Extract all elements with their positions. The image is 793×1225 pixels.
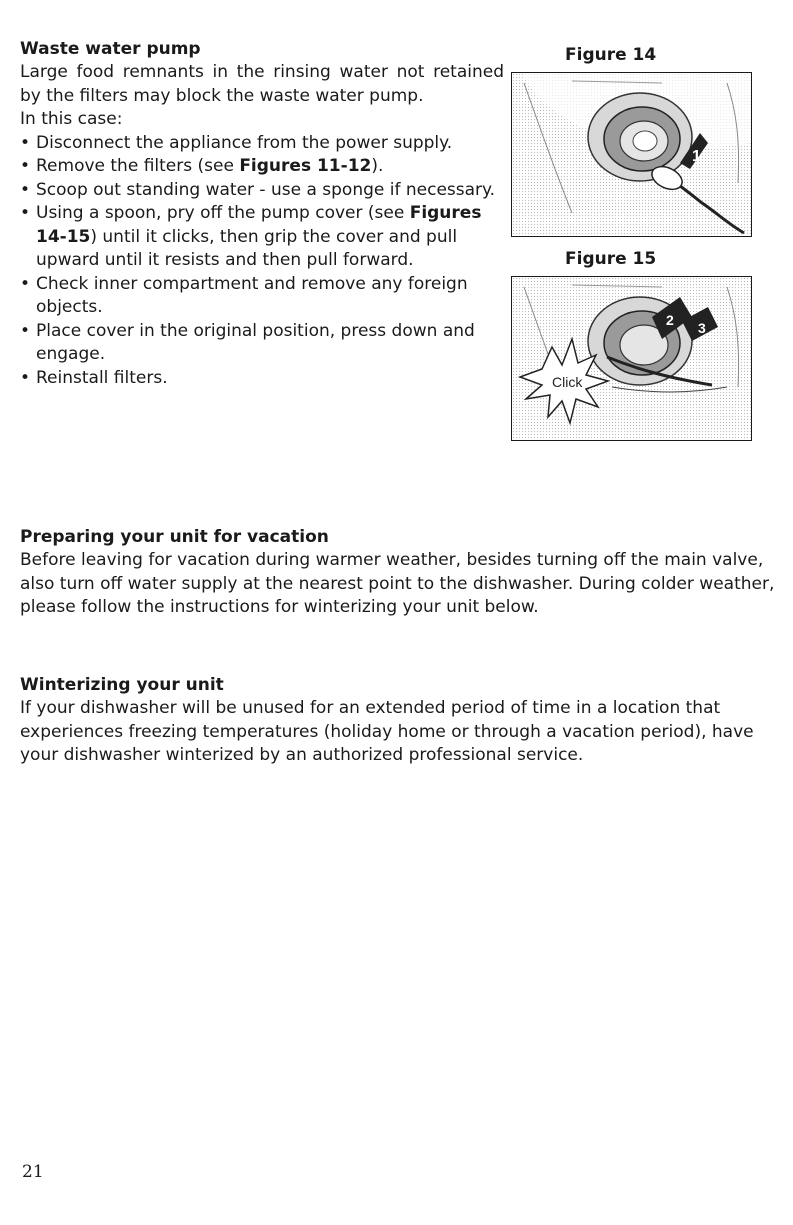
pump-cover-removal-icon xyxy=(512,73,752,237)
pump-cover-click-icon xyxy=(512,277,752,441)
list-item-text: Using a spoon, pry off the pump cover (see xyxy=(36,203,410,223)
list-item-text: Place cover in the original position, press down and engage. xyxy=(36,320,475,364)
page-number: 21 xyxy=(22,1162,44,1182)
list-item-text: ) until it clicks, then grip the cover and pull upward until it resists and then pull forward. xyxy=(36,226,458,270)
list-item-place-cover xyxy=(20,320,504,367)
list-item-text: Scoop out standing water - use a sponge if necessary. xyxy=(36,179,496,200)
figure-reference: Figures 14-15 xyxy=(36,203,482,247)
list-item-text: Remove the filters (see xyxy=(36,156,240,176)
step-3-label: 3 xyxy=(698,320,706,336)
winterizing-heading: Winterizing your unit xyxy=(20,675,224,695)
figure-reference: Figures 11-12 xyxy=(239,156,372,176)
step-2-label: 2 xyxy=(666,312,674,328)
figure-15-illustration xyxy=(511,276,752,441)
vacation-section xyxy=(20,526,780,620)
vacation-body: Before leaving for vacation during warmer weather, besides turning off the main valve, also turn off water supply at the nearest point to the dishwasher. During colder weather, please follow the instructions for winterizing your unit below. xyxy=(20,550,775,617)
figure-14-label: Figure 14 xyxy=(565,45,657,65)
list-item-check-compartment xyxy=(20,273,504,320)
figure-15-label: Figure 15 xyxy=(565,249,657,269)
waste-water-pump-heading: Waste water pump xyxy=(20,39,201,59)
figure-14-illustration xyxy=(511,72,752,237)
list-item-text: Disconnect the appliance from the power supply. xyxy=(36,132,453,153)
step-1-label: 1 xyxy=(692,148,701,165)
list-item-disconnect xyxy=(20,132,504,156)
waste-water-pump-intro: Large food remnants in the rinsing water not retained by the filters may block the waste water pump. xyxy=(20,62,504,106)
click-label: Click xyxy=(552,374,583,390)
list-item-text: ). xyxy=(371,156,384,176)
instruction-list xyxy=(20,132,504,391)
waste-water-pump-section xyxy=(20,38,504,390)
list-item-text: Check inner compartment and remove any foreign objects. xyxy=(36,273,468,317)
winterizing-body: If your dishwasher will be unused for an extended period of time in a location that experiences freezing temperatures (holiday home or through a vacation period), have your dishwasher winterized by an authorized professional service. xyxy=(20,698,754,765)
list-item-text: Reinstall filters. xyxy=(36,367,168,388)
list-item-remove-filters xyxy=(20,155,504,179)
list-item-scoop-water xyxy=(20,179,504,203)
vacation-heading: Preparing your unit for vacation xyxy=(20,527,329,547)
list-item-pry-cover xyxy=(20,202,504,273)
in-this-case-label: In this case: xyxy=(20,109,123,129)
winterizing-section xyxy=(20,674,780,768)
list-item-reinstall-filters xyxy=(20,367,504,391)
